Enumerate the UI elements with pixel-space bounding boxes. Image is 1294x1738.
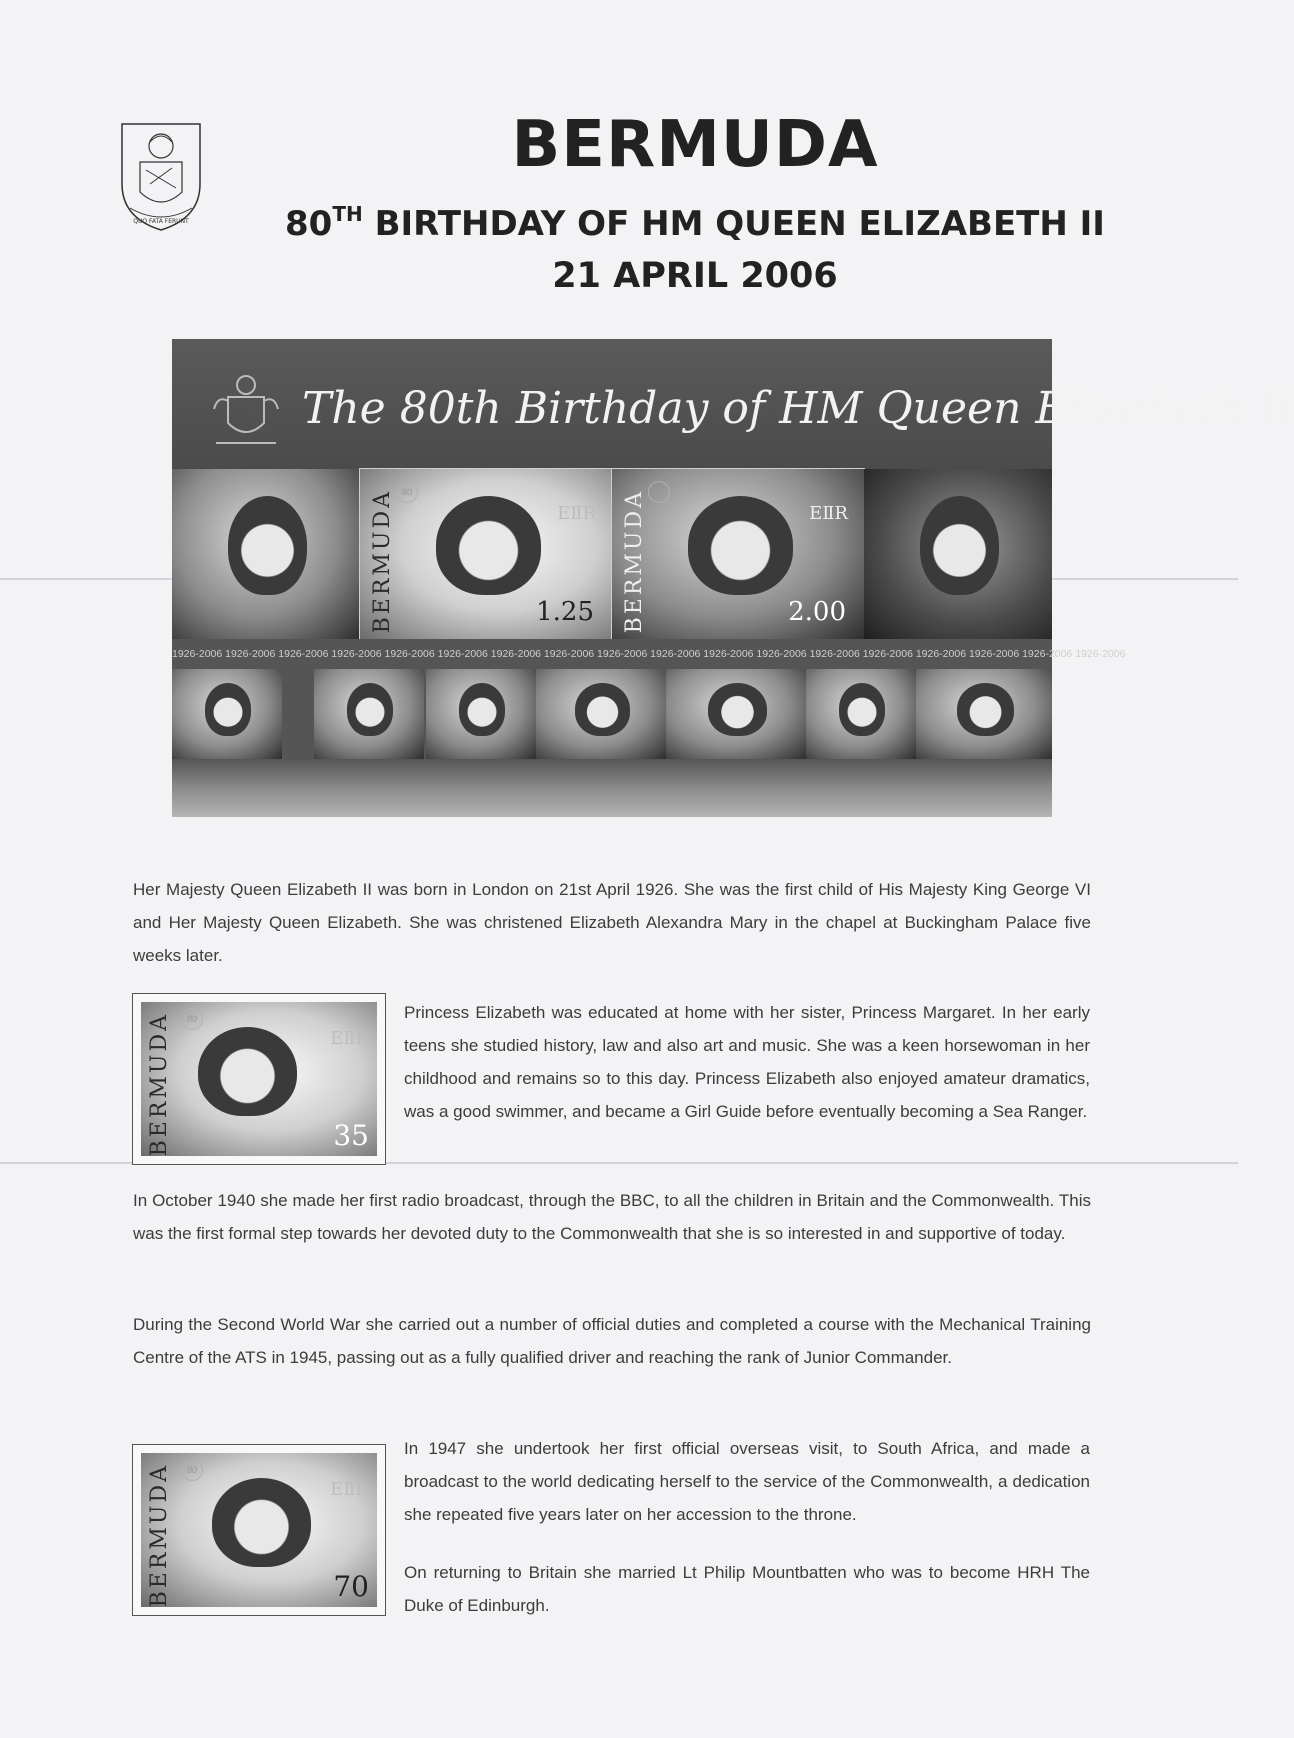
paragraph-broadcast: In October 1940 she made her first radio broadcast, through the BBC, to all the children in Britain and the Commonwealth. This was the first formal step towards her devoted duty to the Commonwealth that she is so interested in and supportive of today. xyxy=(133,1191,1091,1243)
stamp-country: BERMUDA xyxy=(370,489,395,634)
thumb-photo-1 xyxy=(172,669,282,759)
royal-cipher: EⅡR xyxy=(809,503,848,524)
royal-arms-icon xyxy=(204,369,288,453)
royal-cipher: EⅡR xyxy=(557,503,596,524)
thumb-photo-6 xyxy=(806,669,916,759)
paragraph-south-africa: In 1947 she undertook her first official overseas visit, to South Africa, and made a broadcast to the world dedicating herself to the service of the Commonwealth, a dedication she repeated five years later on her accession to the throne. xyxy=(404,1439,1090,1524)
thumb-photo-2 xyxy=(314,669,424,759)
stamp-country: BERMUDA xyxy=(147,1012,172,1157)
anniversary-badge: 80 xyxy=(181,1459,203,1481)
crest-motto: QUO FATA FERUNT xyxy=(133,218,189,225)
stamp-value: 1.25 xyxy=(536,597,594,627)
anniversary-badge: 80 xyxy=(648,481,670,503)
thumb-photo-3 xyxy=(426,669,536,759)
stamp-value: 70 xyxy=(333,1570,369,1603)
stamp-70 xyxy=(141,1453,377,1607)
stamp-35-frame xyxy=(132,993,386,1165)
stamp-country: BERMUDA xyxy=(147,1463,172,1608)
issue-date: 21 APRIL 2006 xyxy=(552,256,838,296)
anniversary-badge: 80 xyxy=(396,481,418,503)
royal-cipher: EⅡR xyxy=(330,1028,369,1049)
paragraph-birth: Her Majesty Queen Elizabeth II was born in London on 21st April 1926. She was the first child of His Majesty King George VI and Her Majesty Queen Elizabeth. She was christened Elizabeth Alexandra Mary in the chapel at Buckingham Palace five weeks later. xyxy=(133,880,1091,965)
stamp-35 xyxy=(141,1002,377,1156)
thumb-photo-4 xyxy=(536,669,666,759)
dates-strip: 1926-2006 1926-2006 1926-2006 1926-2006 1926-2006 1926-2006 1926-2006 1926-2006 1926-2006 1926-2006 1926-2006 1926-2006 1926-2006 1926-2006 1926-2006 1926-2006 1926-2006 1926-2006 xyxy=(172,639,1052,669)
bermuda-crest-icon xyxy=(120,122,202,234)
thumb-photo-5 xyxy=(666,669,806,759)
miniature-sheet xyxy=(172,339,1294,817)
stamp-1-25 xyxy=(360,469,612,639)
portrait-photo xyxy=(172,469,360,639)
stamp-70-frame xyxy=(132,1444,386,1616)
royal-cipher: EⅡR xyxy=(330,1479,369,1500)
stamp-value: 35 xyxy=(333,1119,369,1152)
stamp-country: BERMUDA xyxy=(622,489,647,634)
page-subtitle: 80TH BIRTHDAY OF HM QUEEN ELIZABETH II xyxy=(285,202,1105,244)
paragraph-war: During the Second World War she carried out a number of official duties and completed a course with the Mechanical Training Centre of the ATS in 1945, passing out as a fully qualified driver and reaching the rank of Junior Commander. xyxy=(133,1315,1091,1367)
stamp-value: 2.00 xyxy=(788,597,846,627)
paragraph-education: Princess Elizabeth was educated at home with her sister, Princess Margaret. In her early teens she studied history, law and also art and music. She was a keen horsewoman in her childhood and remains so to this day. Princess Elizabeth also enjoyed amateur dramatics, was a good swimmer, and became a Girl Guide before eventually becoming a Sea Ranger. xyxy=(404,1003,1090,1121)
page-title: BERMUDA xyxy=(511,108,879,182)
sheet-title: The 80th Birthday of HM Queen Elizabeth II xyxy=(302,383,1294,434)
thumb-photo-7 xyxy=(916,669,1052,759)
profile-photo xyxy=(864,469,1052,639)
sheet-footer xyxy=(172,759,1052,817)
paragraph-marriage: On returning to Britain she married Lt Philip Mountbatten who was to become HRH The Duke of Edinburgh. xyxy=(404,1563,1090,1615)
stamp-2-00 xyxy=(612,469,864,639)
anniversary-badge: 80 xyxy=(181,1008,203,1030)
